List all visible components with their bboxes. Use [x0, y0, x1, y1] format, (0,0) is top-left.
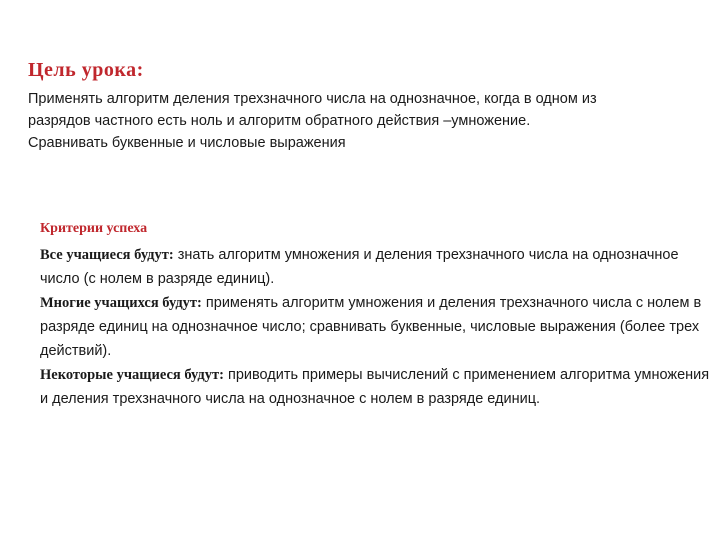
- lesson-goal-line: разрядов частного есть ноль и алгоритм обратного действия –умножение.: [28, 113, 531, 129]
- lesson-goal-title: Цель урока:: [28, 59, 144, 81]
- criteria-label: Все учащиеся будут:: [40, 247, 174, 263]
- success-criteria-section: [40, 219, 712, 411]
- criteria-item-some-students: [40, 363, 712, 411]
- criteria-item-many-students: [40, 291, 712, 363]
- lesson-goal-line: Применять алгоритм деления трехзначного числа на однозначное, когда в одном из: [28, 91, 597, 107]
- criteria-text: приводить примеры вычислений с применением алгоритма умножения и деления трехзначного числа на однозначное с нолем в разряде единиц.: [40, 367, 710, 407]
- criteria-item-all-students: [40, 243, 712, 291]
- success-criteria-title: Критерии успеха: [40, 221, 148, 236]
- lesson-goal-section: [28, 58, 688, 154]
- criteria-text: применять алгоритм умножения и деления трехзначного числа с нолем в разряде единиц на однозначное число; сравнивать буквенные, числовые выражения (более трех действий).: [40, 295, 702, 359]
- criteria-label: Многие учащихся будут:: [40, 295, 202, 311]
- criteria-label: Некоторые учащиеся будут:: [40, 367, 224, 383]
- criteria-text: знать алгоритм умножения и деления трехзначного числа на однозначное число (с нолем в разряде единиц).: [40, 247, 679, 287]
- lesson-goal-line: Сравнивать буквенные и числовые выражения: [28, 135, 346, 151]
